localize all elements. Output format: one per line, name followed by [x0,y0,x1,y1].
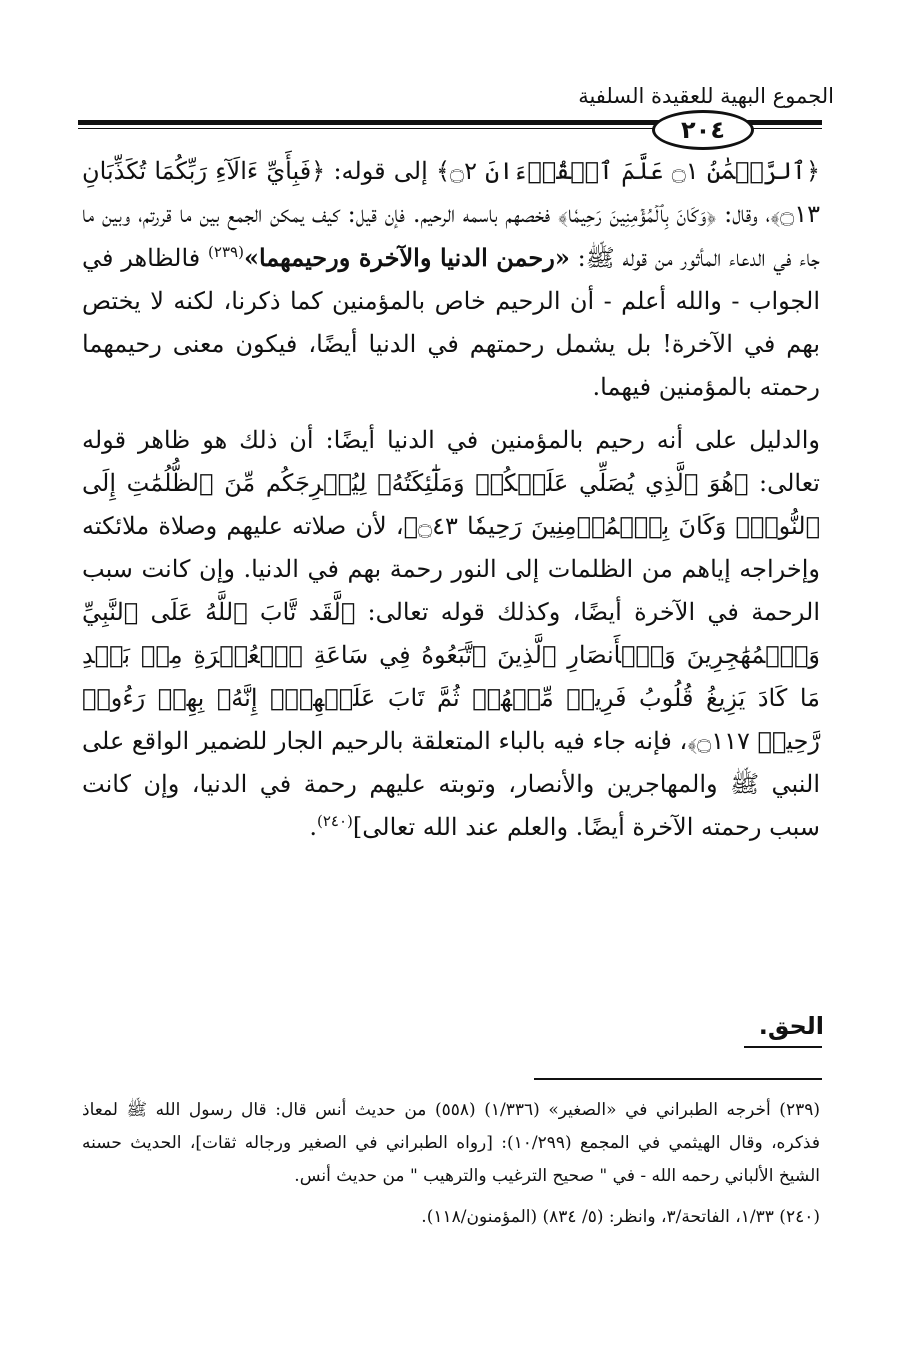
text-run: ، وقال: [716,200,771,228]
footnote-239: (٢٣٩) أخرجه الطبراني في «الصغير» (١/٣٣٦) (٥٥٨) من حديث أنس قال: قال رسول الله ﷺ لمعاذ فذكره، وقال الهيثمي في المجمع (١٠/٢٩٩): [رواه الطبراني في الصغير ورجاله ثقات]، الحديث حسنه الشيخ الألباني رحمه الله - في " صحيح الترغيب والترهيب " من حديث أنس. [82,1100,820,1186]
paragraph-1 [82,150,820,409]
page-number: ٢٠٤ [681,116,725,144]
footnote-ref-239[interactable]: (٢٣٩) [208,243,244,261]
footnote-ref-240[interactable]: (٢٤٠) [317,812,353,830]
main-text [82,150,820,849]
quran-verse-1: ﴿ٱلرَّحۡمَٰنُ ۝١ عَلَّمَ ٱلۡقُرۡءَانَ ۝٢﴾ [435,157,821,185]
paragraph-2 [82,419,820,849]
footnote-240: (٢٤٠) ١/٣٣، الفاتحة/٣، وانظر: (٥/ ٨٣٤) (المؤمنون/١١٨). [421,1207,820,1227]
text-run: . [309,813,317,841]
page-number-badge [652,110,754,150]
quran-verse-3: ﴿وَكَانَ بِٱلۡمُؤۡمِنِينَ رَحِيمٗا﴾ [557,200,717,228]
heading-underline [744,1046,822,1048]
section-heading: الحق. [758,1012,824,1040]
quran-verse-5: ﴿لَّقَد تَّابَ ٱللَّهُ عَلَى ٱلنَّبِيِّ وَٱلۡمُهَٰجِرِينَ وَٱلۡأَنصَارِ ٱلَّذِينَ ٱتَّبَعُوهُ فِي سَاعَةِ ٱلۡعُسۡرَةِ مِنۢ بَعۡدِ مَا كَادَ يَزِيغُ قُلُوبُ فَرِيقٖ مِّنۡهُمۡ ثُمَّ تَابَ عَلَيۡهِمۡۚ إِنَّهُۥ بِهِمۡ رَءُوفٞ رَّحِيمٞ ۝١١٧﴾ [82,598,820,755]
text-run: فالظاهر في الجواب - والله أعلم - أن الرحيم خاص بالمؤمنين كما ذكرنا، لكنه لا يختص بهم في الآخرة! بل يشمل رحمتهم في الدنيا أيضًا، فيكون معنى رحيمهما رحمته بالمؤمنين فيهما. [82,244,820,401]
text-run: ، فإنه جاء فيه بالباء المتعلقة بالرحيم الجار للضمير الواقع على النبي ﷺ والمهاجرين والأنصار، وتوبته عليهم رحمة في الدنيا، وإن كانت سبب رحمته الآخرة أيضًا. والعلم عند الله تعالى] [82,727,820,841]
text-run: إلى قوله: [325,157,436,185]
quran-verse-4: ﴿هُوَ ٱلَّذِي يُصَلِّي عَلَيۡكُمۡ وَمَلَٰٓئِكَتُهُۥ لِيُخۡرِجَكُم مِّنَ ٱلظُّلُمَٰتِ إِلَى ٱلنُّورِۚ وَكَانَ بِٱلۡمُؤۡمِنِينَ رَحِيمٗا ۝٤٣﴾ [82,469,821,540]
text-run: ، لأن صلاته عليهم وصلاة ملائكته وإخراجه إياهم من الظلمات إلى النور رحمة بهم في الدنيا. وإن كانت سبب الرحمة في الآخرة أيضًا، وكذلك قوله تعالى: [82,512,820,626]
quran-verse-2: ﴿فَبِأَيِّ ءَالَآءِ رَبِّكُمَا تُكَذِّبَانِ ۝١٣﴾ [82,157,820,228]
footnotes [82,1094,820,1234]
text-run: والدليل على أنه رحيم بالمؤمنين في الدنيا أيضًا: أن ذلك هو ظاهر قوله تعالى: [82,426,820,497]
hadith-quote: «رحمن الدنيا والآخرة ورحيمهما» [243,243,570,272]
footnote-separator [534,1078,822,1080]
text-run: فخصهم باسمه الرحيم. فإن قيل: كيف يمكن الجمع بين ما قررتم، وبين ما جاء في الدعاء المأثور من قوله ﷺ: [82,200,820,272]
running-header-title: الجموع البهية للعقيدة السلفية [578,84,834,108]
